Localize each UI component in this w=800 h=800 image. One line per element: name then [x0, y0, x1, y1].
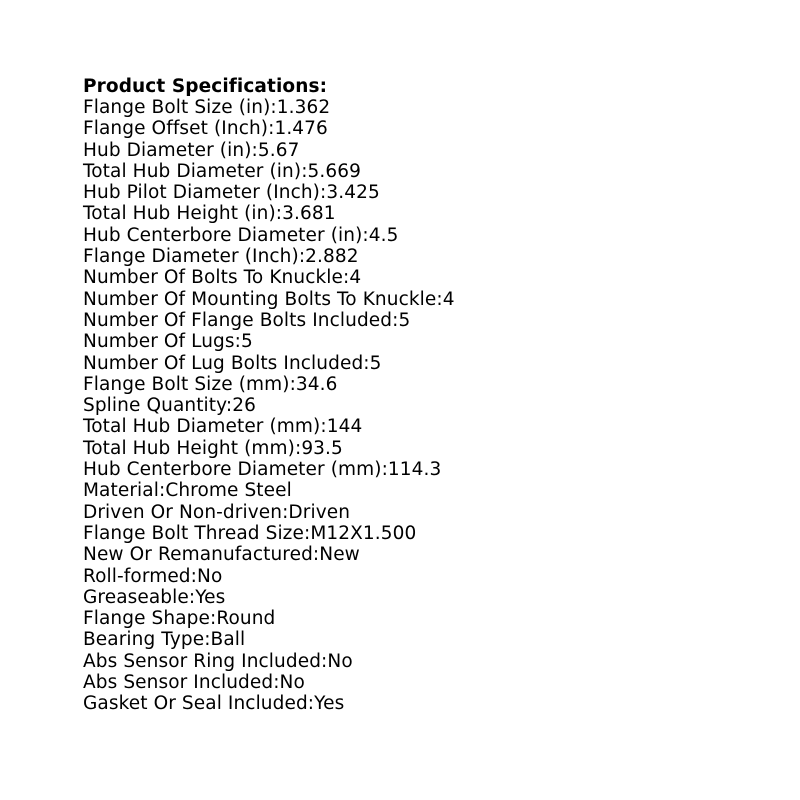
spec-separator: : — [312, 544, 320, 566]
spec-label: Number Of Lug Bolts Included — [83, 352, 364, 374]
spec-label: Roll-formed — [83, 565, 191, 587]
spec-separator: : — [209, 608, 217, 630]
spec-label: Flange Bolt Size (mm) — [83, 373, 290, 395]
spec-label: Material — [83, 480, 159, 502]
spec-label: Hub Pilot Diameter (Inch) — [83, 182, 321, 204]
spec-separator: : — [381, 459, 388, 481]
spec-value: 2.882 — [305, 246, 359, 268]
spec-separator: : — [301, 160, 308, 182]
spec-value: Driven — [288, 501, 351, 523]
spec-label: Hub Centerbore Diameter (mm) — [83, 459, 382, 481]
spec-row — [83, 438, 743, 459]
spec-value: 5 — [240, 331, 253, 353]
spec-row — [83, 182, 743, 203]
spec-value: 3.681 — [282, 203, 336, 225]
spec-row — [83, 566, 743, 587]
spec-row — [83, 331, 743, 352]
spec-label: Flange Bolt Size (in) — [83, 97, 271, 118]
spec-separator: : — [188, 586, 196, 608]
spec-separator: : — [275, 203, 283, 225]
spec-label: Driven Or Non-driven — [83, 501, 283, 523]
spec-label: Abs Sensor Included — [83, 672, 274, 694]
spec-label: Flange Shape — [83, 608, 210, 630]
spec-value: 4.5 — [368, 224, 399, 246]
spec-value: 5.669 — [307, 160, 362, 182]
spec-label: Number Of Mounting Bolts To Knuckle — [83, 288, 437, 310]
spec-value: 5 — [398, 309, 411, 331]
spec-row — [83, 608, 743, 629]
spec-separator: : — [251, 139, 258, 161]
spec-separator: : — [362, 224, 369, 246]
spec-label: Hub Centerbore Diameter (in) — [83, 224, 363, 246]
spec-value: 5 — [369, 352, 382, 374]
page-title: Product Specifications: — [83, 76, 328, 97]
spec-value: 4 — [349, 267, 362, 289]
spec-row — [83, 502, 743, 523]
spec-label: Total Hub Diameter (in) — [83, 160, 302, 182]
spec-row — [83, 693, 743, 714]
spec-separator: : — [289, 373, 296, 395]
spec-row — [83, 544, 743, 565]
spec-value: 26 — [232, 395, 256, 417]
spec-value: 114.3 — [387, 459, 442, 481]
spec-label: Flange Offset (Inch) — [83, 118, 269, 140]
spec-label: Abs Sensor Ring Included — [83, 650, 322, 672]
spec-separator: : — [268, 118, 275, 140]
spec-label: Gasket Or Seal Included — [83, 693, 308, 715]
spec-value: 3.425 — [326, 182, 380, 204]
spec-separator: : — [225, 395, 233, 417]
spec-label: Flange Diameter (Inch) — [83, 246, 299, 268]
spec-row — [83, 140, 743, 161]
spec-separator: : — [294, 437, 302, 459]
spec-value: New — [319, 544, 360, 566]
spec-value: Chrome Steel — [165, 480, 292, 502]
spec-value: No — [327, 650, 353, 672]
spec-separator: : — [303, 522, 311, 544]
spec-label: New Or Remanufactured — [83, 544, 313, 566]
specifications-list — [83, 97, 743, 715]
spec-value: 34.6 — [295, 373, 338, 395]
spec-label: Hub Diameter (in) — [83, 139, 252, 161]
spec-separator: : — [436, 288, 443, 310]
spec-value: 1.362 — [276, 97, 331, 118]
spec-separator: : — [234, 331, 241, 353]
spec-label: Number Of Lugs — [83, 331, 235, 353]
spec-separator: : — [321, 650, 328, 672]
spec-separator: : — [320, 416, 327, 438]
spec-separator: : — [392, 309, 399, 331]
spec-separator: : — [363, 352, 370, 374]
spec-row — [83, 267, 743, 288]
spec-label: Total Hub Height (in) — [83, 203, 276, 225]
spec-label: Bearing Type — [83, 629, 205, 651]
spec-row — [83, 629, 743, 650]
spec-value: 5.67 — [257, 139, 300, 161]
spec-value: No — [279, 672, 305, 694]
spec-value: 4 — [442, 288, 455, 310]
spec-value: 144 — [326, 416, 363, 438]
spec-label: Total Hub Diameter (mm) — [83, 416, 321, 438]
spec-value: 1.476 — [274, 118, 328, 140]
spec-label: Spline Quantity — [83, 395, 226, 417]
spec-row — [83, 672, 743, 693]
spec-row — [83, 118, 743, 139]
spec-row — [83, 651, 743, 672]
spec-separator: : — [270, 97, 277, 118]
spec-row — [83, 225, 743, 246]
spec-row — [83, 353, 743, 374]
spec-row — [83, 310, 743, 331]
spec-row — [83, 97, 743, 118]
specifications-block — [83, 76, 743, 715]
spec-value: 93.5 — [301, 437, 343, 459]
spec-separator: : — [298, 246, 306, 268]
spec-separator: : — [307, 693, 315, 715]
spec-label: Number Of Flange Bolts Included — [83, 309, 393, 331]
spec-row — [83, 246, 743, 267]
spec-row — [83, 395, 743, 416]
spec-value: Round — [216, 608, 276, 630]
spec-row — [83, 161, 743, 182]
spec-value: M12X1.500 — [310, 522, 417, 544]
spec-label: Total Hub Height (mm) — [83, 437, 295, 459]
spec-separator: : — [158, 480, 166, 502]
spec-separator: : — [204, 629, 211, 651]
spec-value: Ball — [210, 629, 246, 651]
spec-value: Yes — [314, 693, 345, 715]
spec-separator: : — [190, 565, 197, 587]
spec-separator: : — [273, 672, 280, 694]
spec-row — [83, 459, 743, 480]
spec-label: Greaseable — [83, 586, 189, 608]
spec-row — [83, 203, 743, 224]
spec-row — [83, 416, 743, 437]
spec-label: Flange Bolt Thread Size — [83, 522, 304, 544]
spec-row — [83, 374, 743, 395]
spec-row — [83, 480, 743, 501]
spec-separator: : — [282, 501, 289, 523]
spec-row — [83, 587, 743, 608]
spec-row — [83, 523, 743, 544]
spec-value: No — [197, 565, 223, 587]
spec-row — [83, 289, 743, 310]
spec-separator: : — [343, 267, 350, 289]
spec-separator: : — [320, 182, 327, 204]
spec-label: Number Of Bolts To Knuckle — [83, 267, 344, 289]
spec-value: Yes — [195, 586, 226, 608]
